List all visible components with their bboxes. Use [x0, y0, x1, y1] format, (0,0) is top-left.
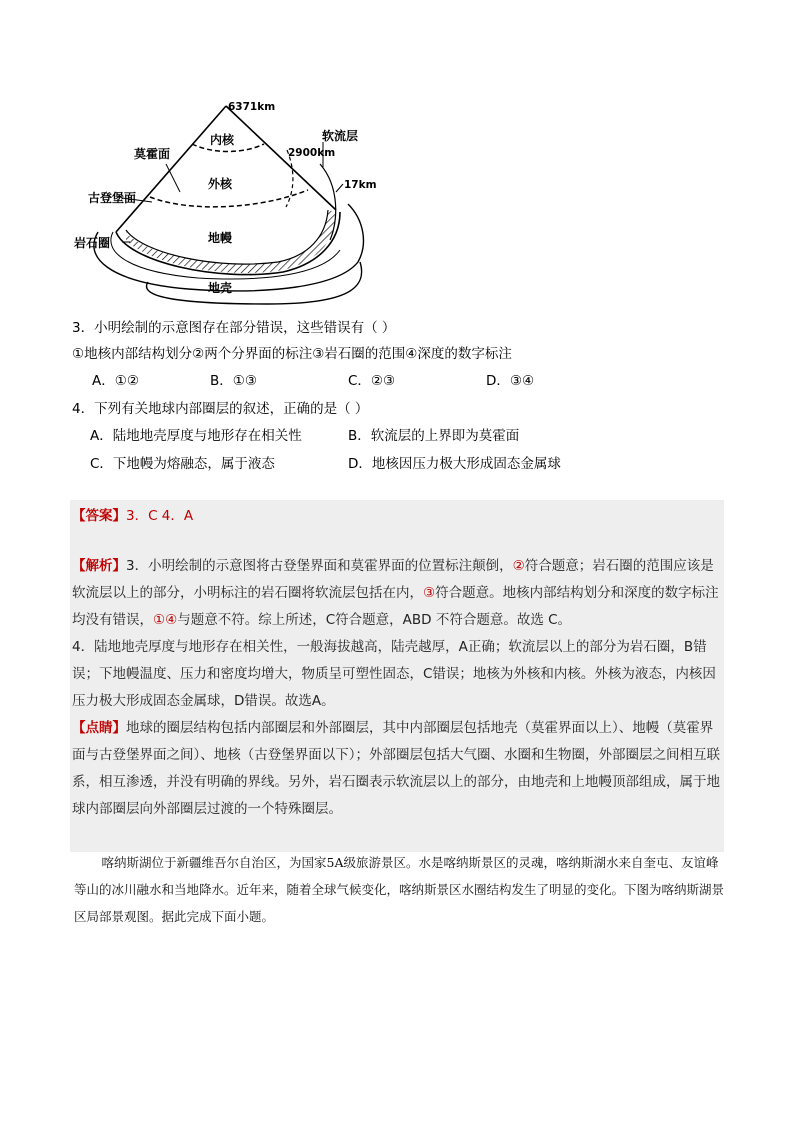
- analysis-paragraph-2: 4．陆地地壳厚度与地形存在相关性，一般海拔越高，陆壳越厚，A正确；软流层以上的部分为岩石圈，B错误；下地幔温度、压力和密度均增大，物质呈可塑性固态，C错误；地核为外核和内核。外核为液态，内核因压力极大形成固态金属球，D错误。故选A。: [72, 639, 716, 709]
- analysis-p1-part-c: 符合题意；岩石圈的范围应该是软流层以上的部分，小明标注的岩石圈将软流层包括在内，: [72, 558, 714, 601]
- analysis-p1-mark-2: ②: [512, 558, 525, 574]
- tip-text: 地球的圈层结构包括内部圈层和外部圈层，其中内部圈层包括地壳（莫霍界面以上）、地幔（莫霍界面与古登堡界面之间）、地核（古登堡界面以下）；外部圈层包括大气圈、水圈和生物圈，外部圈层之间相互联系，相互渗透，并没有明确的界线。另外，岩石圈表示软流层以上的部分，由地壳和上地幔顶部组成，属于地球内部圈层向外部圈层过渡的一个特殊圈层。: [72, 720, 720, 817]
- question-4-option-d: D．地核因压力极大形成固态金属球: [348, 456, 561, 472]
- label-outer-core: 外核: [208, 177, 233, 191]
- question-3-items: ①地核内部结构划分②两个分界面的标注③岩石圈的范围④深度的数字标注: [72, 346, 512, 362]
- analysis-p1-mark-14: ①④: [153, 612, 178, 628]
- intro-paragraph: 喀纳斯湖位于新疆维吾尔自治区，为国家5A级旅游景区。水是喀纳斯景区的灵魂，喀纳斯湖水来自奎屯、友谊峰等山的冰川融水和当地降水。近年来，随着全球气候变化，喀纳斯景区水圈结构发生了明显的变化。下图为喀纳斯湖景区局部景观图。据此完成下面小题。: [74, 855, 725, 924]
- label-crust: 地壳: [208, 281, 233, 295]
- answer-text: 3．C 4．A: [126, 508, 194, 524]
- analysis-p1-part-a: 3．小明绘制的示意图将古登堡界面和莫霍界面的位置标注颠倒，: [126, 558, 513, 574]
- answer-line: [72, 506, 193, 526]
- label-depth-6371: 6371km: [228, 101, 276, 113]
- earth-interior-diagram: [68, 92, 398, 307]
- label-mantle: 地幔: [208, 231, 233, 245]
- label-moho: 莫霍面: [134, 147, 171, 161]
- answer-tag: 【答案】: [72, 508, 126, 524]
- analysis-p1-part-e: 符合题意。地核内部结构划分和深度的数字标注均没有错误，: [72, 585, 719, 628]
- analysis-paragraph-1: [72, 553, 722, 634]
- question-3-option-d: D．③④: [486, 373, 535, 389]
- analysis-p1-mark-3: ③: [423, 585, 436, 601]
- label-inner-core: 内核: [210, 133, 235, 147]
- next-question-intro: [74, 849, 724, 930]
- label-depth-17: 17km: [344, 179, 377, 191]
- question-3-option-c: C．②③: [348, 373, 396, 389]
- question-4-stem: 4．下列有关地球内部圈层的叙述，正确的是（ ）: [72, 401, 369, 417]
- tip-tag: 【点睛】: [72, 720, 126, 736]
- tip-paragraph: [72, 715, 722, 823]
- question-4-option-a: A．陆地地壳厚度与地形存在相关性: [90, 428, 302, 444]
- question-3-option-b: B．①③: [210, 373, 257, 389]
- label-lithosphere: 岩石圈: [74, 236, 111, 250]
- label-depth-2900: 2900km: [288, 147, 336, 159]
- question-3-option-a: A．①②: [92, 373, 139, 389]
- label-gutenberg: 古登堡面: [88, 191, 137, 205]
- question-3-stem: 3．小明绘制的示意图存在部分错误，这些错误有（ ）: [72, 320, 396, 336]
- question-4-option-c: C．下地幔为熔融态，属于液态: [90, 456, 275, 472]
- analysis-p1-part-g: 与题意不符。综上所述，C符合题意，ABD 不符合题意。故选 C。: [177, 612, 572, 628]
- label-asthenosphere: 软流层: [322, 129, 359, 143]
- question-4-option-b: B．软流层的上界即为莫霍面: [348, 428, 520, 444]
- analysis-section: [72, 553, 722, 823]
- analysis-tag: 【解析】: [72, 558, 126, 574]
